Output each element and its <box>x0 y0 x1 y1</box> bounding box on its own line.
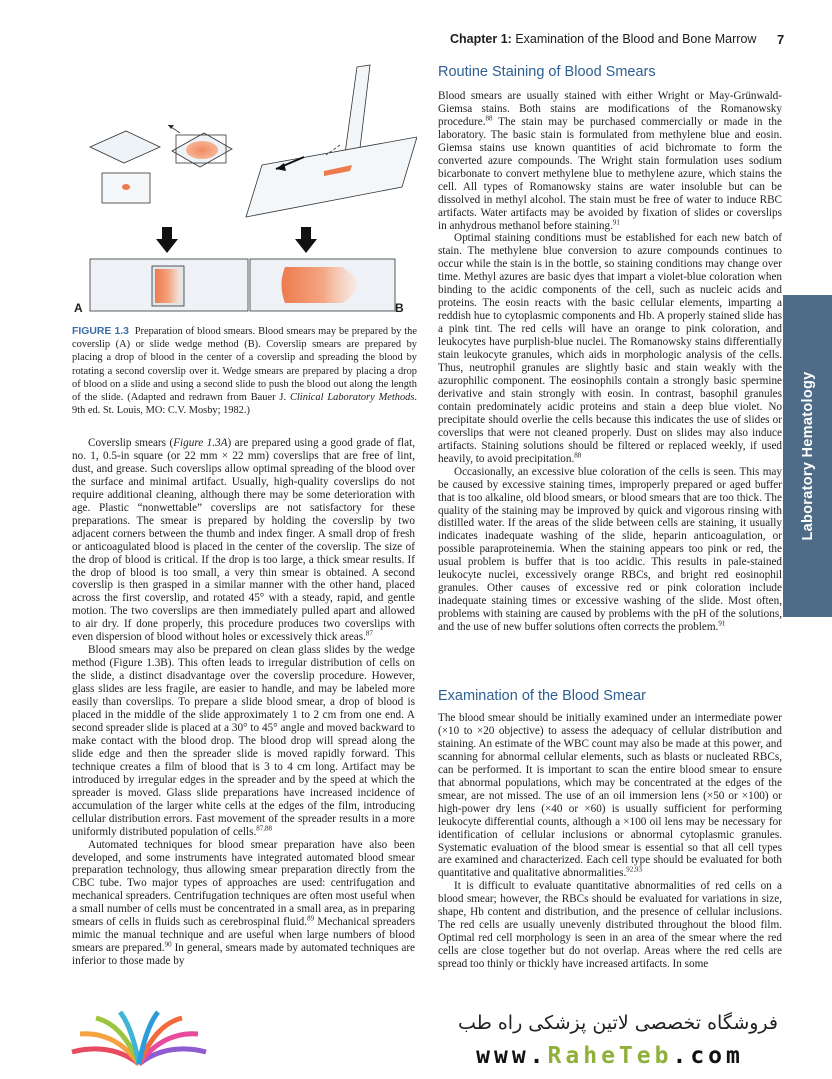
citation-ref: 91 <box>718 619 726 628</box>
side-tab-label: Laboratory Hematology <box>799 371 816 541</box>
caption-citation: . 9th ed. St. Louis, MO: C.V. Mosby; 1982.) <box>72 392 417 417</box>
paragraph: It is difficult to evaluate quantitative abnormalities of red cells on a blood smear; however, the RBCs should be evaluated for variations in size, shape, Hb content and distribution, and the presence of cellular inclusions. The red cells are usually unevenly distributed throughout the blood film. Optimal red cell morphology is seen in an area of the smear where the red cells are close together but do not overlap. Areas where the red cells are spread too thinly or thickly have increased artifacts. In some <box>438 880 782 971</box>
citation-ref: 89 <box>307 914 315 923</box>
label-b: B <box>395 301 404 315</box>
store-name: فروشگاه تخصصی لاتین پزشکی راه طب <box>458 1012 778 1034</box>
chapter-label: Chapter 1: <box>450 32 512 46</box>
left-column <box>72 437 415 968</box>
caption-book-title: Clinical Laboratory Methods <box>289 392 415 404</box>
paragraph: Blood smears are usually stained with either Wright or May-Grünwald-Giemsa stains. Both stains are modifications of the Romanowsky procedure.$^{88}$ The stain may be purchased commercially or made in the laboratory. The basic stain is formulated from methylene blue and eosin. Giemsa stains use known quantities of acid bichromate to form the converted azure compounds. The Wright stain formulation uses sodium bicarbonate to convert methylene blue to methylene azure, which stains the cell. All types of Romanowsky stains are water insoluble but can be dissolved in methyl alcohol. The stain must be free of water to induce RBC artifacts. Water artifacts may be avoided by fixation of slides or coverslips in anhydrous methanol before staining.$^{91}$ <box>438 90 782 232</box>
right-column-top <box>438 90 782 634</box>
wedge-smear <box>282 267 358 303</box>
right-column-bottom <box>438 712 782 971</box>
coverslip-diamond <box>90 131 160 163</box>
base-slide <box>246 137 417 217</box>
paragraph: Coverslip smears (Figure 1.3A) are prepared using a good grade of flat, no. 1, 0.5-in square (or 22 mm × 22 mm) coverslips that are free of lint, dust, and grease. Such coverslips allow optimal spreading of the blood over the surface and minimal artifact. Usually, high-quality coverslips do not require additional cleaning, although there may be some deterioration with age. Plastic “nonwettable” coverslips are not satisfactory for these preparations. The smear is prepared by holding the coverslip by two adjacent corners between the thumb and index finger. A small drop of fresh or anticoagulated blood is placed in the center of the coverslip. The size of the drop of blood is critical. If the drop is too large, a thick smear results. If the drop of blood is too small, a very thin smear is obtained. A second coverslip is then grasped in a similar manner with the other hand, placed across the first coverslip, and rotated 45° with a steady, rapid, and gentle motion. The two coverslips are then immediately pulled apart and allowed to air dry. If done properly, this procedure produces two coverslips with even dispersion of blood without holes or excessively thick areas.$^{87}$ <box>72 437 415 644</box>
arrow-a-icon <box>156 227 178 253</box>
citation-ref: 88 <box>574 450 582 459</box>
paragraph: Optimal staining conditions must be established for each new batch of stain. The methylene blue conversion to azure compounds continues to occur while the stain is in the bottle, so staining conditions may change over time. Methyl azures are basic dyes that impart a violet-blue coloration when binding to the acidic components of the cell, such as nucleic acids and proteins. The eosin reacts with the basic cellular elements, imparting a reddish hue to cytoplasmic components and Hb. A properly stained slide has a pink tint. The red cells will have an orange to pink coloration, and leukocytes have purplish-blue nuclei. The Romanowsky stains differentially stain leukocyte granules, which aids in morphologic analysis of the cells. Thus, neutrophil granules are slightly basic and stain weakly with the azurophilic component. The eosinophils contain a strongly basic spermine derivative and stain strongly with eosin. In contrast, basophil granules contain predominately acidic proteins and stain a deep blue violet. No precipitate should overlie the cells because this indicates the use of slides or coverslips that were not cleaned properly. Dust on slides may also induce artifacts. Staining solutions should be filtered or replaced weekly, if used heavily, to avoid precipitation.$^{88}$ <box>438 232 782 465</box>
citation-ref: 87,88 <box>256 823 273 832</box>
book-logo-icon <box>64 1008 214 1074</box>
paragraph: Automated techniques for blood smear preparation have also been developed, and some instruments have integrated automated blood smear preparation technology, thus allowing smear preparation directly from the CBC tube. Two major types of approaches are used: centrifugation and mechanical spreaders. Centrifugation techniques are often most useful when a small number of cells must be concentrated in a small area, as in preparing smears of cells in fluids such as cerebrospinal fluid.$^{89}$ Mechanical spreaders mimic the manual technique and are useful when large numbers of blood smears are prepared.$^{90}$ In general, smears made by automated techniques are inferior to those made by <box>72 838 416 968</box>
paragraph: The blood smear should be initially examined under an intermediate power (×10 to ×20 objective) to assess the adequacy of cellular distribution and staining. An estimate of the WBC count may also be made at this power, and scanning for abnormal cellular elements, such as blasts or nucleated RBCs, can be performed. It is important to scan the entire blood smear to ensure that abnormal populations, which may be concentrated at the edges of the smear, are not missed. The use of an oil immersion lens (×50 or ×100) or high-power dry lens (×40 or ×60) is usually sufficient for performing leukocyte differential counts, although a ×100 oil lens may be necessary for identification of cellular inclusions or abnormal cytoplasmic granules. Systematic evaluation of the blood smear is essential so that all cell types are examined and characterized. Each cell type should be evaluated for both quantitative and qualitative abnormalities.$^{92,93}$ <box>438 712 782 880</box>
blood-smear-illustration <box>72 55 417 320</box>
citation-ref: 88 <box>485 114 493 123</box>
section-heading-examination: Examination of the Blood Smear <box>438 688 646 704</box>
paragraph: Occasionally, an excessive blue coloration of the cells is seen. This may be caused by excessive staining times, improperly prepared or aged buffer that is too alkaline, old blood smears, or blood smears that are too thick. The quality of the staining may be improved by quick and vigorous rinsing with distilled water. If the areas of the slide between cells are staining, it usually indicates inadequate washing of the slide, heparin anticoagulation, or possible paraproteinemia. When the staining appears too pink or red, the usual problem is buffer that is too acidic. This results in pale-stained leukocyte nuclei, excessively orange RBCs, and bright red eosinophil granules. Other causes of excessive red or pink coloration include inadequate staining times or excessive washing of the slide. Most often, problems with staining are caused by problems with the pH of the solutions, and the use of new buffer solutions often corrects the problem.$^{91}$ <box>438 465 782 634</box>
figure-caption <box>72 325 417 417</box>
label-a: A <box>74 301 83 315</box>
section-side-tab <box>783 295 832 617</box>
figure-reference: Figure 1.3A <box>173 437 228 449</box>
citation-ref: 90 <box>164 940 172 949</box>
section-heading-staining: Routine Staining of Blood Smears <box>438 64 656 80</box>
arrow-b-icon <box>295 227 317 253</box>
running-header <box>450 32 770 46</box>
paragraph: Blood smears may also be prepared on clean glass slides by the wedge method (Figure 1.3B). This often leads to irregular distribution of cells on the slide, a distinct disadvantage over the coverslip procedure. However, glass slides are less fragile, are easier to handle, and may be labeled more easily than coverslips. To prepare a slide blood smear, a drop of blood is placed in the middle of the slide approximately 1 to 2 cm from one end. A second spreader slide is placed at a 30° to 45° angle and moved backward to make contact with the blood drop. The blood drop will spread along the slide edge and then the spreader slide is moved rapidly forward. This technique creates a film of blood that is 3 to 4 cm long. Artifact may be introduced by irregular edges in the spreader and by the speed at which the spreader is moved. Glass slide preparations have increased incidence of accumulation of the larger white cells at the edges of the film, introducing cellular distribution errors. Fast movement of the spreader results in a more uniformly distributed population of cells.$^{87,88}$ <box>72 644 415 838</box>
watermark-footer <box>0 998 832 1079</box>
chapter-title: Examination of the Blood and Bone Marrow <box>515 32 757 46</box>
page-number: 7 <box>777 32 785 47</box>
figure-1-3 <box>72 55 417 320</box>
citation-ref: 87 <box>365 629 373 638</box>
caption-text: Preparation of blood smears. Blood smears may be prepared by the coverslip (A) or slide wedge method (B). Coverslip smears are prepared by placing a drop of blood in the center of a coverslip and spreading the blood by rotating a second coverslip over it. Wedge smears are prepared by placing a drop of blood on a slide and using a second slide to push the blood out along the length of the slide. (Adapted and redrawn from Bauer J. <box>72 326 417 404</box>
citation-ref: 91 <box>612 217 620 226</box>
caption-label: FIGURE 1.3 <box>72 326 129 337</box>
citation-ref: 92,93 <box>626 865 643 874</box>
store-url[interactable]: www.RaheTeb.com <box>476 1043 744 1069</box>
spread-blood <box>186 141 218 159</box>
